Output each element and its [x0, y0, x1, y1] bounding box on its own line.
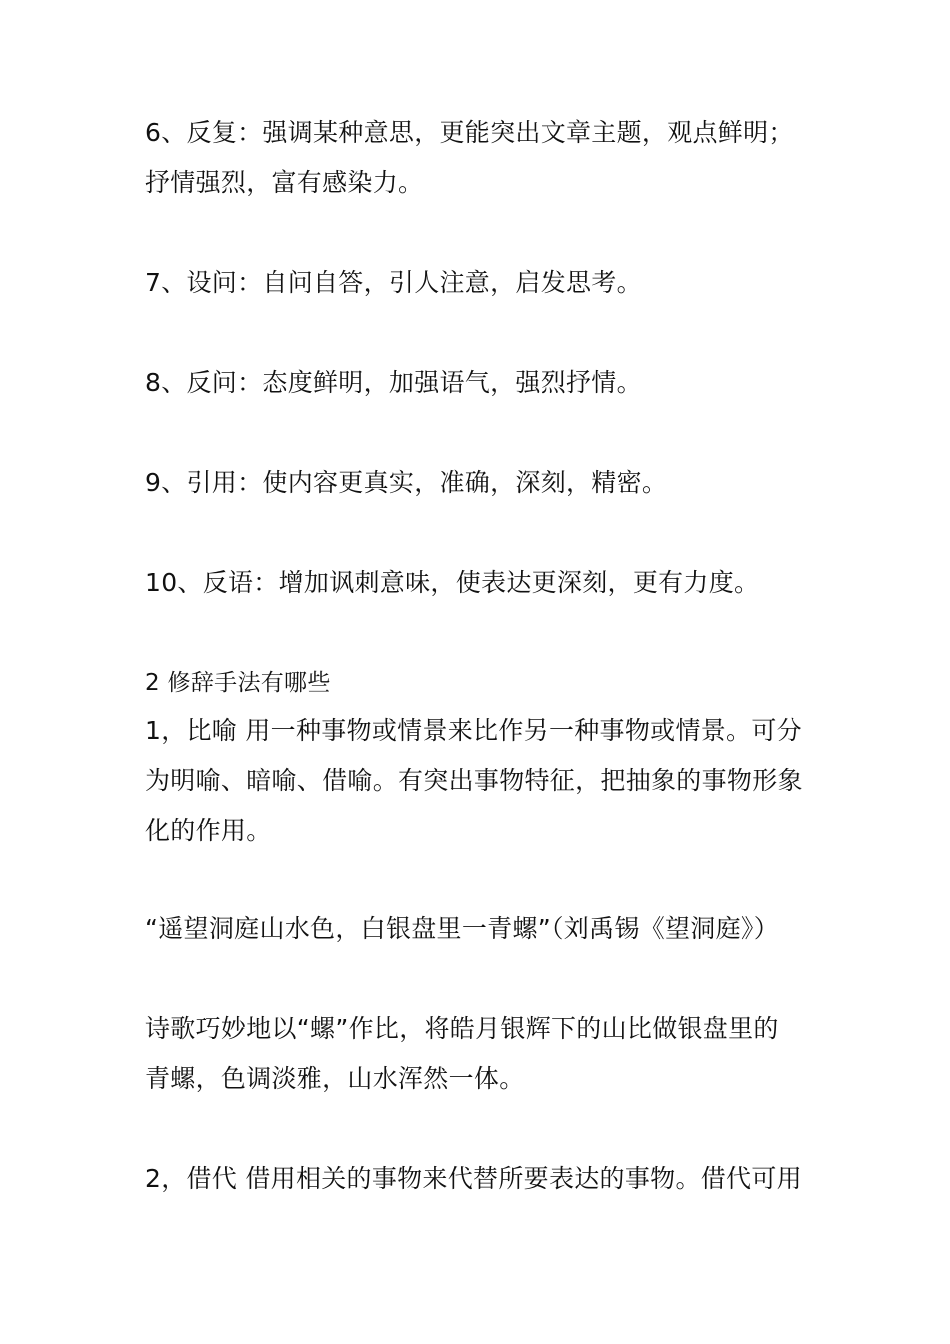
text-line-repetition-cont: 抒情强烈，富有感染力。: [145, 168, 424, 197]
text-line-rhetorical-question: 8、反问：态度鲜明，加强语气，强烈抒情。: [145, 368, 642, 397]
text-line-poem-quote: “遥望洞庭山水色，白银盘里一青螺”（刘禹锡《望洞庭》）: [145, 914, 780, 943]
text-line-poem-analysis-cont: 青螺，色调淡雅，山水浑然一体。: [145, 1064, 525, 1093]
text-line-metonymy: 2，借代 借用相关的事物来代替所要表达的事物。借代可用: [145, 1164, 802, 1193]
section-heading: 2 修辞手法有哪些: [145, 670, 331, 696]
text-line-rhetorical-qa: 7、设问：自问自答，引人注意，启发思考。: [145, 268, 642, 297]
text-line-repetition: 6、反复：强调某种意思，更能突出文章主题，观点鲜明；: [145, 118, 794, 147]
text-line-irony: 10、反语：增加讽刺意味，使表达更深刻，更有力度。: [145, 568, 760, 597]
text-line-poem-analysis: 诗歌巧妙地以“螺”作比，将皓月银辉下的山比做银盘里的: [145, 1014, 779, 1043]
text-line-metaphor-cont-1: 为明喻、暗喻、借喻。有突出事物特征，把抽象的事物形象: [145, 766, 803, 795]
text-line-metaphor-cont-2: 化的作用。: [145, 816, 272, 845]
text-line-metaphor: 1，比喻 用一种事物或情景来比作另一种事物或情景。可分: [145, 716, 802, 745]
text-line-quotation: 9、引用：使内容更真实，准确，深刻，精密。: [145, 468, 668, 497]
